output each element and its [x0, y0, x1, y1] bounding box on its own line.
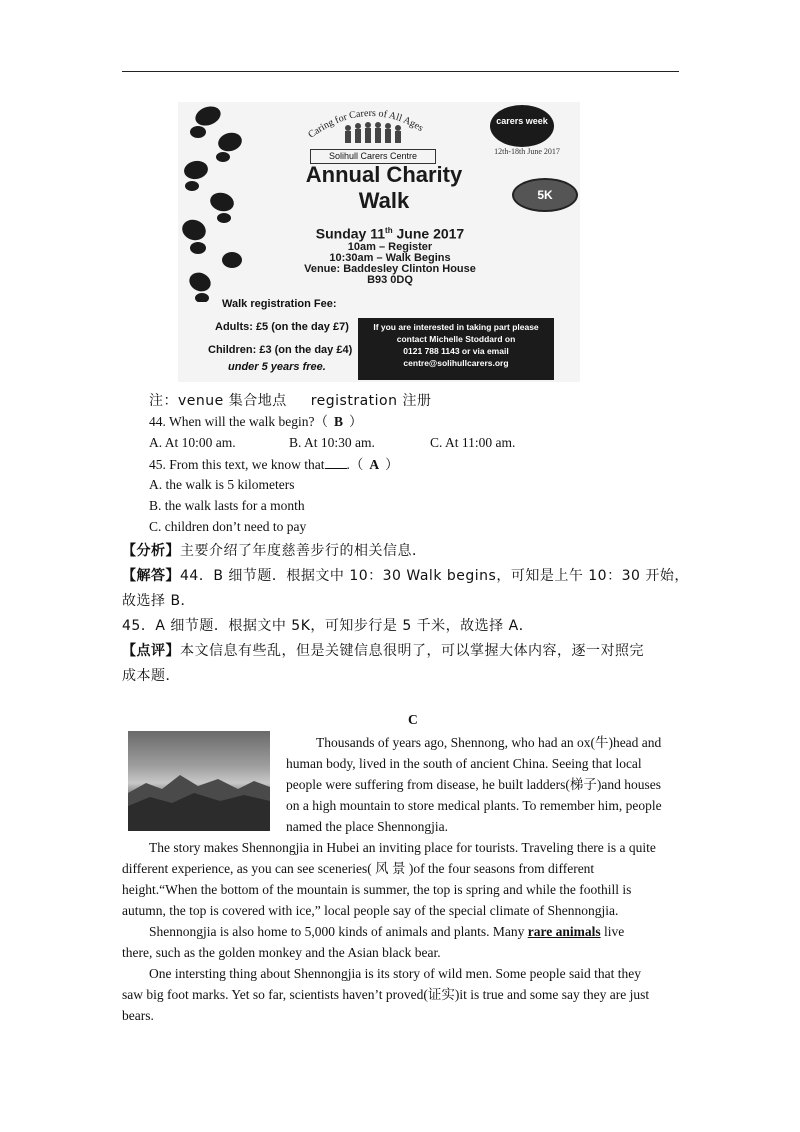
postcode: B93 0DQ: [367, 273, 413, 286]
p4-line: One intersting thing about Shennongjia is its story of wild men. Some people said that they: [149, 966, 641, 981]
fee-adults: Adults: £5 (on the day £7): [215, 321, 349, 333]
analysis-tag: 【分析】: [122, 543, 180, 559]
q44-option-a: A. At 10:00 am.: [149, 435, 236, 450]
q45-option-b: B. the walk lasts for a month: [149, 498, 305, 513]
org-name: Solihull Carers Centre: [310, 149, 436, 164]
walk-begin-time: 10:30am – Walk Begins: [329, 251, 451, 264]
analysis: 【分析】主要介绍了年度慈善步行的相关信息．: [122, 543, 427, 559]
venue: Venue: Baddesley Clinton House: [304, 262, 476, 275]
passage-heading: C: [408, 712, 418, 727]
footprints-icon: [178, 102, 258, 302]
q44-option-b: B. At 10:30 am.: [289, 435, 375, 450]
register-time: 10am – Register: [347, 240, 433, 253]
fee-note: under 5 years free.: [228, 361, 326, 373]
vocab-notes: 注：venue 集合地点 registration 注册: [149, 393, 432, 409]
answer-tag: 【解答】: [122, 568, 180, 584]
fee-children: Children: £3 (on the day £4): [208, 344, 353, 356]
flyer-title-line1: Annual Charity: [305, 162, 463, 187]
contact-box: [358, 318, 554, 380]
event-date: Sunday 11th June 2017: [315, 225, 465, 242]
p4-line: saw big foot marks. Yet so far, scientists haven’t proved(证实)it is true and some say they are just: [122, 987, 650, 1002]
p2-line: autumn, the top is covered with ice,” local people say of the special climate of Shennongjia.: [122, 903, 619, 918]
question-45: 45. From this text, we know that .（ A ）: [149, 457, 399, 472]
rare-animals-highlight: rare animals: [527, 924, 601, 939]
p2-line: height.“When the bottom of the mountain is summer, the top is spring and while the foothill is: [122, 882, 632, 897]
contact-line: contact Michelle Stoddard on: [396, 334, 516, 344]
q45-option-a: A. the walk is 5 kilometers: [149, 477, 295, 492]
q44-option-c: C. At 11:00 am.: [430, 435, 516, 450]
answer-line-3: 45．A 细节题．根据文中 5K，可知步行是 5 千米，故选择 A．: [122, 618, 534, 634]
comment-line-1: 【点评】本文信息有些乱，但是关键信息很明了，可以掌握大体内容，逐一对照完: [122, 643, 644, 659]
flyer-title: [268, 162, 500, 214]
event-details: [270, 223, 510, 286]
carers-centre-logo: [296, 102, 446, 144]
p1-line: named the place Shennongjia.: [286, 819, 448, 834]
answer-line-1: 【解答】44．B 细节题．根据文中 10：30 Walk begins，可知是上午 10：30 开始，: [122, 568, 689, 584]
comment-tag: 【点评】: [122, 643, 180, 659]
p3-line-2: there, such as the golden monkey and the Asian black bear.: [122, 945, 441, 960]
p1-line: human body, lived in the south of ancient China. Seeing that local: [286, 756, 642, 771]
carers-week-dates: 12th-18th June 2017: [494, 147, 560, 156]
q44-answer: B: [333, 414, 343, 429]
carers-week-logo-text: carers week: [496, 116, 548, 126]
p2-line: different experience, as you can see sceneries( 风 景 )of the four seasons from different: [122, 861, 595, 876]
p1-line: people were suffering from disease, he built ladders(梯子)and houses: [286, 777, 662, 792]
p1-line: on a high mountain to store medical plants. To remember him, people: [286, 798, 662, 813]
q45-answer: A: [369, 457, 380, 472]
flyer-title-line2: Walk: [358, 188, 410, 213]
p1-line: Thousands of years ago, Shennong, who had an ox(牛)head and: [316, 735, 662, 750]
carers-week-logo: [490, 105, 554, 147]
charity-walk-flyer: [178, 102, 580, 382]
p4-line: bears.: [122, 1008, 154, 1023]
distance-badge: 5K: [512, 178, 578, 212]
contact-line: 0121 788 1143 or via email: [403, 346, 509, 356]
p3-line-1: Shennongjia is also home to 5,000 kinds of animals and plants. Many rare animals live: [149, 924, 625, 939]
org-arc-text: Caring for Carers of All Ages: [306, 107, 426, 141]
question-44: 44. When will the walk begin?（ B ）: [149, 414, 363, 429]
q45-option-c: C. children don’t need to pay: [149, 519, 307, 534]
contact-line: centre@solihullcarers.org: [403, 358, 509, 368]
fee-heading: Walk registration Fee:: [222, 298, 337, 310]
contact-line: If you are interested in taking part please: [373, 322, 539, 332]
shennongjia-mountain-photo: [128, 731, 270, 831]
comment-line-2: 成本题．: [122, 668, 180, 684]
answer-line-2: 故选择 B．: [122, 593, 196, 609]
header-rule: [122, 71, 679, 72]
p2-line: The story makes Shennongjia in Hubei an inviting place for tourists. Traveling there is a quite: [149, 840, 656, 855]
